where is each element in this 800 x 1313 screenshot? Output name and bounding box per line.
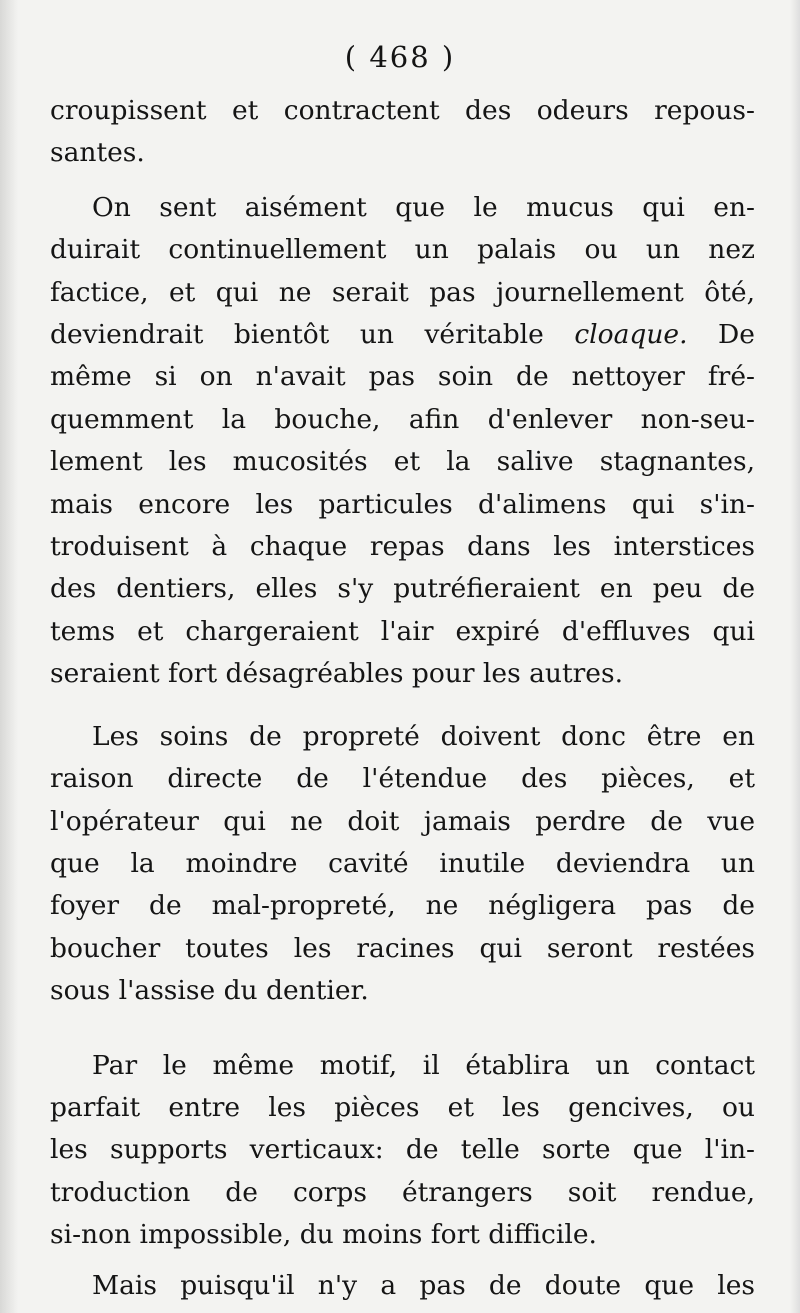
text-line: tems et chargeraient l'air expiré d'effluves qui: [50, 615, 755, 647]
text-line: raison directe de l'étendue des pièces, et: [50, 763, 755, 795]
text-line: Les soins de propreté doivent donc être en: [92, 720, 755, 752]
text-line: foyer de mal-propreté, ne négligera pas de: [50, 890, 755, 922]
text-line: On sent aisément que le mucus qui en-: [92, 191, 755, 223]
paragraph-2: [50, 187, 755, 696]
text-line: l'opérateur qui ne doit jamais perdre de vue: [50, 805, 755, 837]
text-line: Par le même motif, il établira un contact: [92, 1049, 755, 1081]
paragraph-3: [50, 716, 755, 1013]
text-segment: deviendrait bientôt un véritable: [50, 319, 544, 351]
text-line: si-non impossible, du moins fort difficile.: [50, 1219, 597, 1251]
text-line: Mais puisqu'il n'y a pas de doute que les: [92, 1269, 755, 1301]
text-line: seraient fort désagréables pour les autres.: [50, 658, 623, 690]
text-segment: De: [718, 319, 755, 351]
text-line: parfait entre les pièces et les gencives, ou: [50, 1091, 755, 1123]
text-line: santes.: [50, 137, 145, 169]
text-line: troduction de corps étrangers soit rendue,: [50, 1176, 755, 1208]
body-text: [50, 90, 755, 1307]
text-line: mais encore les particules d'alimens qui s'in-: [50, 488, 755, 520]
text-line: que la moindre cavité inutile deviendra un: [50, 847, 755, 879]
paragraph-4: [50, 1045, 755, 1257]
paragraph-5: [50, 1265, 755, 1307]
text-line: duirait continuellement un palais ou un nez: [50, 234, 755, 266]
text-line: croupissent et contractent des odeurs repous-: [50, 95, 755, 126]
text-line: lement les mucosités et la salive stagnantes,: [50, 446, 755, 478]
text-line: des dentiers, elles s'y putréfieraient en peu de: [50, 573, 755, 605]
text-line: quemment la bouche, afin d'enlever non-seu-: [50, 403, 755, 435]
text-line: boucher toutes les racines qui seront restées: [50, 932, 755, 964]
text-line: sous l'assise du dentier.: [50, 975, 369, 1007]
paragraph-1: [50, 90, 755, 175]
text-line-with-italic: [50, 314, 755, 356]
italic-word: cloaque.: [574, 319, 688, 351]
text-line: factice, et qui ne serait pas journellement ôté,: [50, 276, 755, 308]
text-line: même si on n'avait pas soin de nettoyer fré-: [50, 361, 755, 393]
text-line: les supports verticaux: de telle sorte que l'in-: [50, 1134, 755, 1166]
page-number: ( 468 ): [344, 40, 456, 74]
text-line: troduisent à chaque repas dans les interstices: [50, 531, 755, 563]
